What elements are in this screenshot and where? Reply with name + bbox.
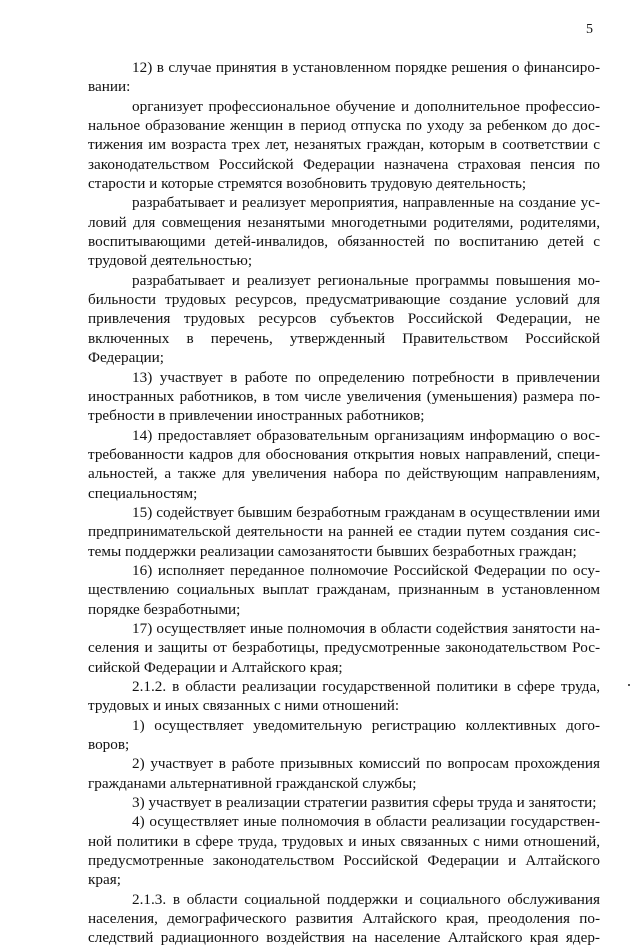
paragraph-item-16: 16) исполняет переданное полномочие Российской Федерации по осуществлению социальных выплат гражданам, признанным в установленном порядке безработными; <box>88 561 600 618</box>
paragraph-item-14: 14) предоставляет образовательным организациям информацию о востребованности кадров для обоснования открытия новых направлений, специальностей, а также для увеличения набора по действующим направлениям, специальностям; <box>88 426 600 502</box>
paragraph-training-women: организует профессиональное обучение и дополнительное профессиональное образование женщин в период отпуска по уходу за ребенком до достижения им возраста трех лет, незанятых граждан, которым в соответствии с законодательством Российской Федерации назначена страховая пенсия по старости и которые стремятся возобновить трудовую деятельность; <box>88 97 600 193</box>
document-body <box>88 58 600 948</box>
paragraph-subitem-3: 3) участвует в реализации стратегии развития сферы труда и занятости; <box>132 794 597 812</box>
page-number: 5 <box>586 22 593 37</box>
paragraph-section-2-1-3: 2.1.3. в области социальной поддержки и социального обслуживания населения, демографического развития Алтайского края, преодоления последствий радиационного воздействия на население Алтайского края ядер- <box>88 890 600 947</box>
paragraph-large-families: разрабатывает и реализует мероприятия, направленные на создание условий для совмещения незанятыми многодетными родителями, родителями, воспитывающими детей-инвалидов, обязанностей по воспитанию детей с трудовой деятельностью; <box>88 194 600 270</box>
margin-mark <box>628 684 630 686</box>
paragraph-labor-mobility: разрабатывает и реализует региональные программы повышения мобильности трудовых ресурсов, предусматривающие создание условий для привлечения трудовых ресурсов субъектов Российской Федерации, не включенных в перечень, утвержденный Правительством Российской Федерации; <box>88 271 600 367</box>
paragraph-item-15: 15) содействует бывшим безработным гражданам в осуществлении ими предпринимательской деятельности на ранней ее стадии путем создания системы поддержки реализации самозанятости бывших безработных граждан; <box>88 503 600 560</box>
paragraph-subitem-1: 1) осуществляет уведомительную регистрацию коллективных договоров; <box>88 716 600 754</box>
paragraph-item-13: 13) участвует в работе по определению потребности в привлечении иностранных работников, в том числе увеличения (уменьшения) размера потребности в привлечении иностранных работников; <box>88 368 600 425</box>
paragraph-section-2-1-2: 2.1.2. в области реализации государственной политики в сфере труда, трудовых и иных связанных с ними отношений: <box>88 678 600 715</box>
paragraph-item-17: 17) осуществляет иные полномочия в области содействия занятости населения и защиты от безработицы, предусмотренные законодательством Российской Федерации и Алтайского края; <box>88 619 600 676</box>
paragraph-item-12: 12) в случае принятия в установленном порядке решения о финансировании: <box>88 59 600 96</box>
paragraph-subitem-4: 4) осуществляет иные полномочия в области реализации государственной политики в сфере труда, трудовых и иных связанных с ними отношений, предусмотренные законодательством Российской Федерации и Алтайского края; <box>88 813 600 889</box>
paragraph-subitem-2: 2) участвует в работе призывных комиссий по вопросам прохождения гражданами альтернативной гражданской службы; <box>88 755 600 792</box>
